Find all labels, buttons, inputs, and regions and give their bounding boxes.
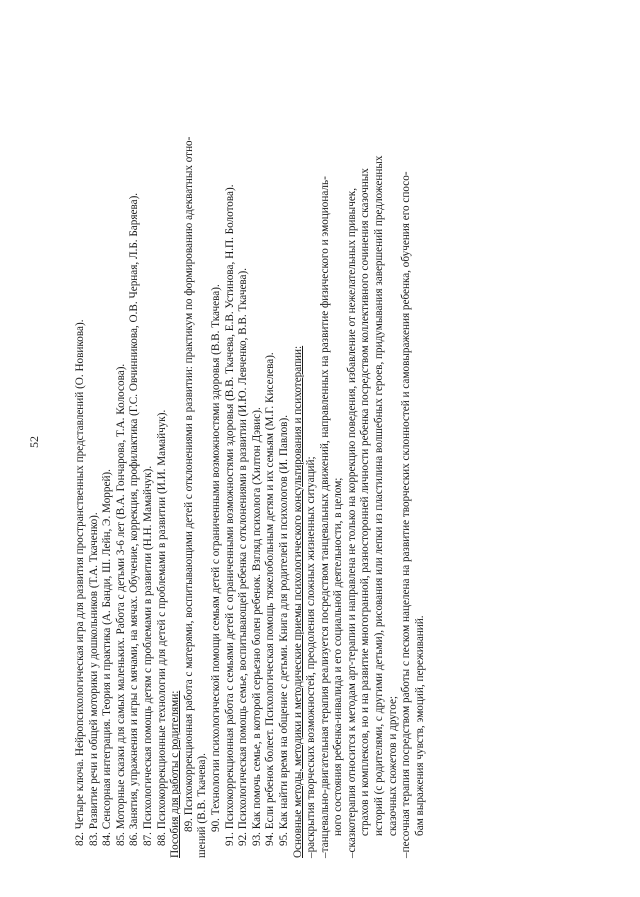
bullet-text: сказочных сюжетов и другое;: [386, 695, 399, 836]
list-item: 93. Как помочь семье, в которой серьезно болен ребенок. Взгляд психолога (Хилтон Дэвис).: [250, 407, 263, 846]
list-item: 90. Технологии психологической помощи семьям детей с ограниченными возможностями здоровья (В.В. Ткачева).: [209, 284, 222, 832]
bullet-item: [400, 38, 414, 858]
dash-marker: –: [305, 852, 318, 858]
list-item: 82. Четыре ключа. Нейропсихологическая игра для развития пространственных представлений (О. Новикова).: [74, 319, 86, 846]
section-heading: Основные методы, методики и методические приемы психологического консультирования и психотерапии:: [291, 345, 304, 858]
dash-marker: –: [400, 852, 413, 858]
bullet-text: ного состояния ребенка-инвалида и его социальной деятельности, в целом;: [332, 477, 345, 836]
list-item: 84. Сенсорная интеграция. Теория и практика (А. Банди, Ш. Лейн, Э. Моррей).: [101, 469, 114, 846]
rotated-text-block: [27, 38, 450, 858]
list-item: 85. Моторные сказки для самых маленьких. Работа с детьми 3-6 лет (В.А. Гончарова, Т.А. Колосова).: [114, 363, 127, 846]
bullet-text: историй (с родителями, с другими детьми), рисования или лепки из пластилина волшебных героев, придумывания завершений предложенных: [373, 155, 386, 836]
list-item: 86. Занятия, упражнения и игры с мячами, на мячах. Обучение, коррекция, профилактика (Г.С. Овчинникова, О.В. Черная, Л.Б. Баряева).: [128, 192, 141, 846]
bullet-text: страхов и комплексов, но и на развитие многогранной, разносторонней личности ребенка посредством коллективного сочинения сказочных: [359, 168, 372, 836]
bullet-item: [346, 38, 360, 858]
text-lines: [74, 38, 427, 858]
bullet-text: танцевально-двигательная терапия реализуется посредством танцевальных движений, направленных на развитие физического и эмоциональ-: [318, 176, 331, 853]
list-item: 94. Если ребенок болеет. Психологическая помощь тяжелобольным детям и их семьям (М.Г. Киселева).: [264, 352, 277, 846]
section-heading: Пособия для работы с родителями:: [169, 690, 182, 858]
bullet-item: [319, 38, 333, 858]
list-item-continuation: шений (В.В. Ткачева).: [196, 753, 209, 858]
list-item: 92. Психологическая помощь семье, воспитывающей ребенка с отклонениями в развитии (И.Ю. Левченко, В.В. Ткачева).: [237, 267, 250, 846]
bullet-text: бам выражения чувств, эмоций, переживаний.: [413, 615, 426, 836]
list-item: 95. Как найти время на общение с детьми. Книга для родителей и психологов (И. Павлов).: [277, 415, 290, 846]
list-item: 88. Психокоррекционные технологии для детей с проблемами в развитии (И.И. Мамайчук).: [155, 409, 168, 846]
list-item: 91. Психокоррекционная работа с семьями детей с ограниченными возможностями здоровья (В.В. Ткачева, Е.В. Устинова, Н.П. Болотова).: [223, 184, 236, 846]
list-item: 89. Психокоррекционная работа с матерями, воспитывающими детей с отклонениями в развитии: практикум по формированию адекватных отно-: [182, 136, 195, 832]
dash-marker: –: [345, 852, 358, 858]
list-item: 83. Развитие речи и общей моторики у дошкольников (Т.А. Ткаченко).: [87, 512, 100, 846]
bullet-text: песочная терапия посредством работы с песком нацелена на развитие творческих склонностей и самовыражения ребенка, обучения его спосо-: [400, 171, 413, 853]
bullet-text: сказкотерапия относится к методам арт-терапии и направлена не только на коррекцию поведения, избавление от нежелательных привычек,: [345, 187, 358, 853]
page-number: 52: [27, 436, 41, 448]
bullet-text: раскрытия творческих возможностей, преодоления сложных жизненных ситуаций;: [305, 456, 318, 853]
list-item: 87. Психологическая помощь детям с проблемами в развитии (Н.Н. Мамайчук).: [141, 465, 154, 846]
bullet-item: [305, 38, 319, 858]
dash-marker: –: [318, 852, 331, 858]
